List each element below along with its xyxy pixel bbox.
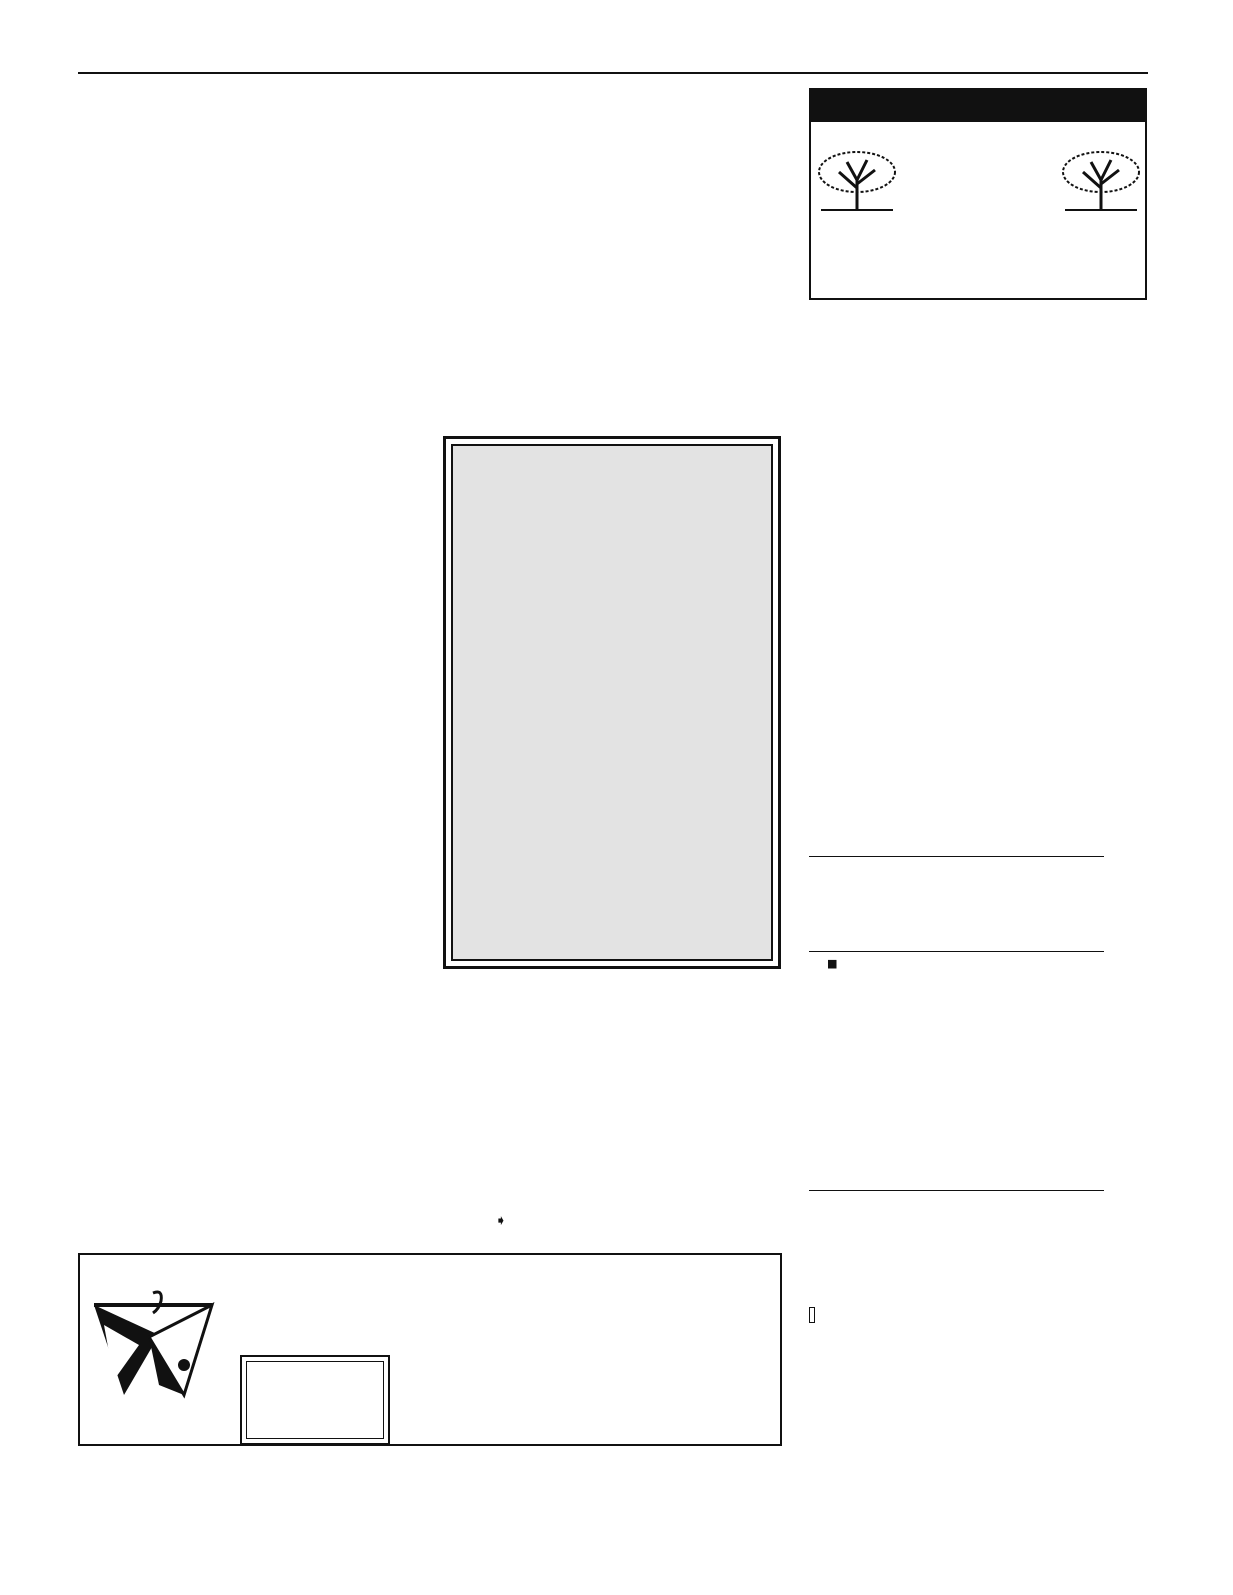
garden-cleaners-ad — [78, 1253, 782, 1446]
library-title — [811, 90, 1145, 122]
survey-paragraph-1 — [78, 1066, 783, 1068]
section-divider — [809, 951, 1104, 952]
jump-arrow-icon: ➧ — [495, 1213, 507, 1229]
ad-shirt-badge-inner — [246, 1361, 384, 1439]
ad-shirt-badge — [240, 1355, 390, 1445]
section-divider — [809, 1190, 1104, 1191]
header-rule — [78, 72, 1148, 74]
continued-on-link[interactable] — [495, 1213, 507, 1229]
advertising-rates — [809, 1307, 1149, 1324]
oak-tree-icon — [1061, 150, 1141, 212]
advertising-email-link[interactable] — [809, 1307, 815, 1323]
hanger-logo-icon — [84, 1265, 222, 1437]
priory-sidebar-box — [443, 436, 781, 969]
oak-tree-icon — [817, 150, 897, 212]
section-divider — [809, 856, 1104, 857]
board-credits — [809, 680, 1149, 682]
advertising-section — [809, 1307, 1149, 1324]
priory-sidebar-inner — [451, 444, 773, 961]
article-column-1 — [78, 206, 418, 208]
library-info-box — [809, 88, 1147, 300]
garden-cleaners-logo — [84, 1265, 222, 1437]
